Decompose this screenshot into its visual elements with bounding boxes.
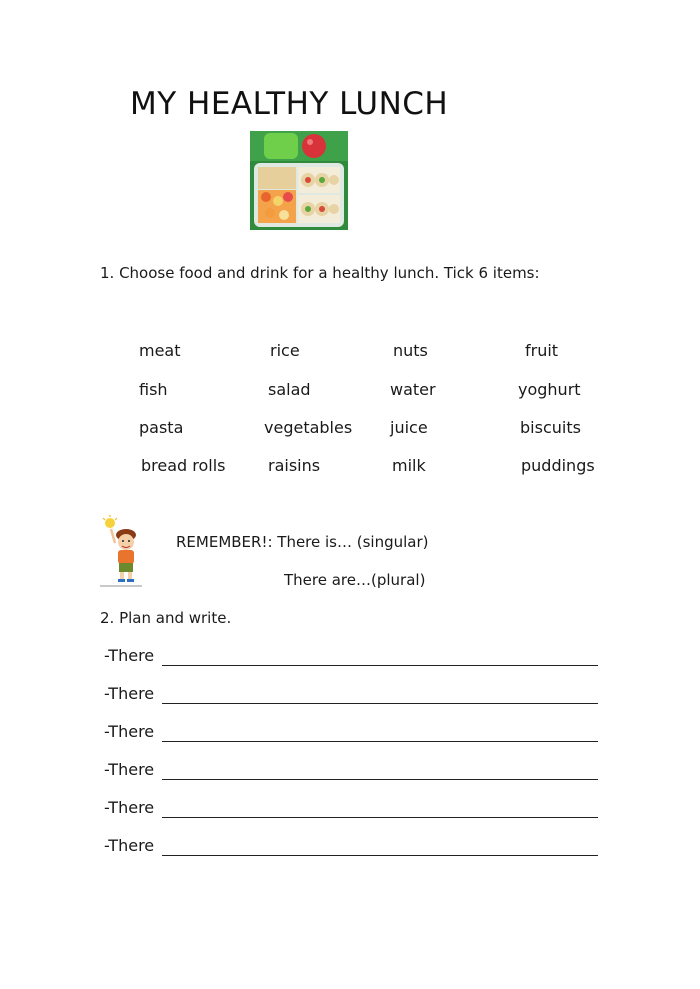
word-yoghurt: yoghurt — [518, 380, 581, 399]
word-milk: milk — [392, 456, 426, 475]
word-salad: salad — [268, 380, 311, 399]
write-line-prefix: -There — [104, 722, 155, 741]
answer-underline[interactable] — [162, 703, 598, 704]
remember-singular: REMEMBER!: There is… (singular) — [176, 533, 429, 551]
word-biscuits: biscuits — [520, 418, 581, 437]
write-line[interactable] — [104, 722, 154, 741]
word-fish: fish — [139, 380, 168, 399]
write-line[interactable] — [104, 836, 154, 855]
lunchbox-image — [250, 131, 348, 230]
answer-underline[interactable] — [162, 817, 598, 818]
write-line-prefix: -There — [104, 646, 155, 665]
answer-underline[interactable] — [162, 855, 598, 856]
word-water: water — [390, 380, 436, 399]
write-line-prefix: -There — [104, 684, 155, 703]
word-juice: juice — [390, 418, 428, 437]
worksheet-title: MY HEALTHY LUNCH — [130, 86, 449, 122]
write-line[interactable] — [104, 798, 154, 817]
answer-underline[interactable] — [162, 665, 598, 666]
kid-idea-icon — [100, 515, 142, 589]
write-line[interactable] — [104, 760, 154, 779]
remember-plural: There are…(plural) — [284, 571, 426, 589]
write-line-prefix: -There — [104, 760, 155, 779]
answer-underline[interactable] — [162, 779, 598, 780]
word-fruit: fruit — [525, 341, 559, 360]
word-rice: rice — [270, 341, 300, 360]
word-puddings: puddings — [521, 456, 595, 475]
write-line[interactable] — [104, 684, 154, 703]
word-raisins: raisins — [268, 456, 321, 475]
answer-underline[interactable] — [162, 741, 598, 742]
write-line[interactable] — [104, 646, 154, 665]
word-nuts: nuts — [393, 341, 428, 360]
word-vegetables: vegetables — [264, 418, 353, 437]
word-meat: meat — [139, 341, 181, 360]
question-2: 2. Plan and write. — [100, 609, 232, 627]
write-line-prefix: -There — [104, 798, 155, 817]
write-line-prefix: -There — [104, 836, 155, 855]
word-pasta: pasta — [139, 418, 184, 437]
question-1: 1. Choose food and drink for a healthy lunch. Tick 6 items: — [100, 264, 540, 282]
word-bread-rolls: bread rolls — [141, 456, 226, 475]
